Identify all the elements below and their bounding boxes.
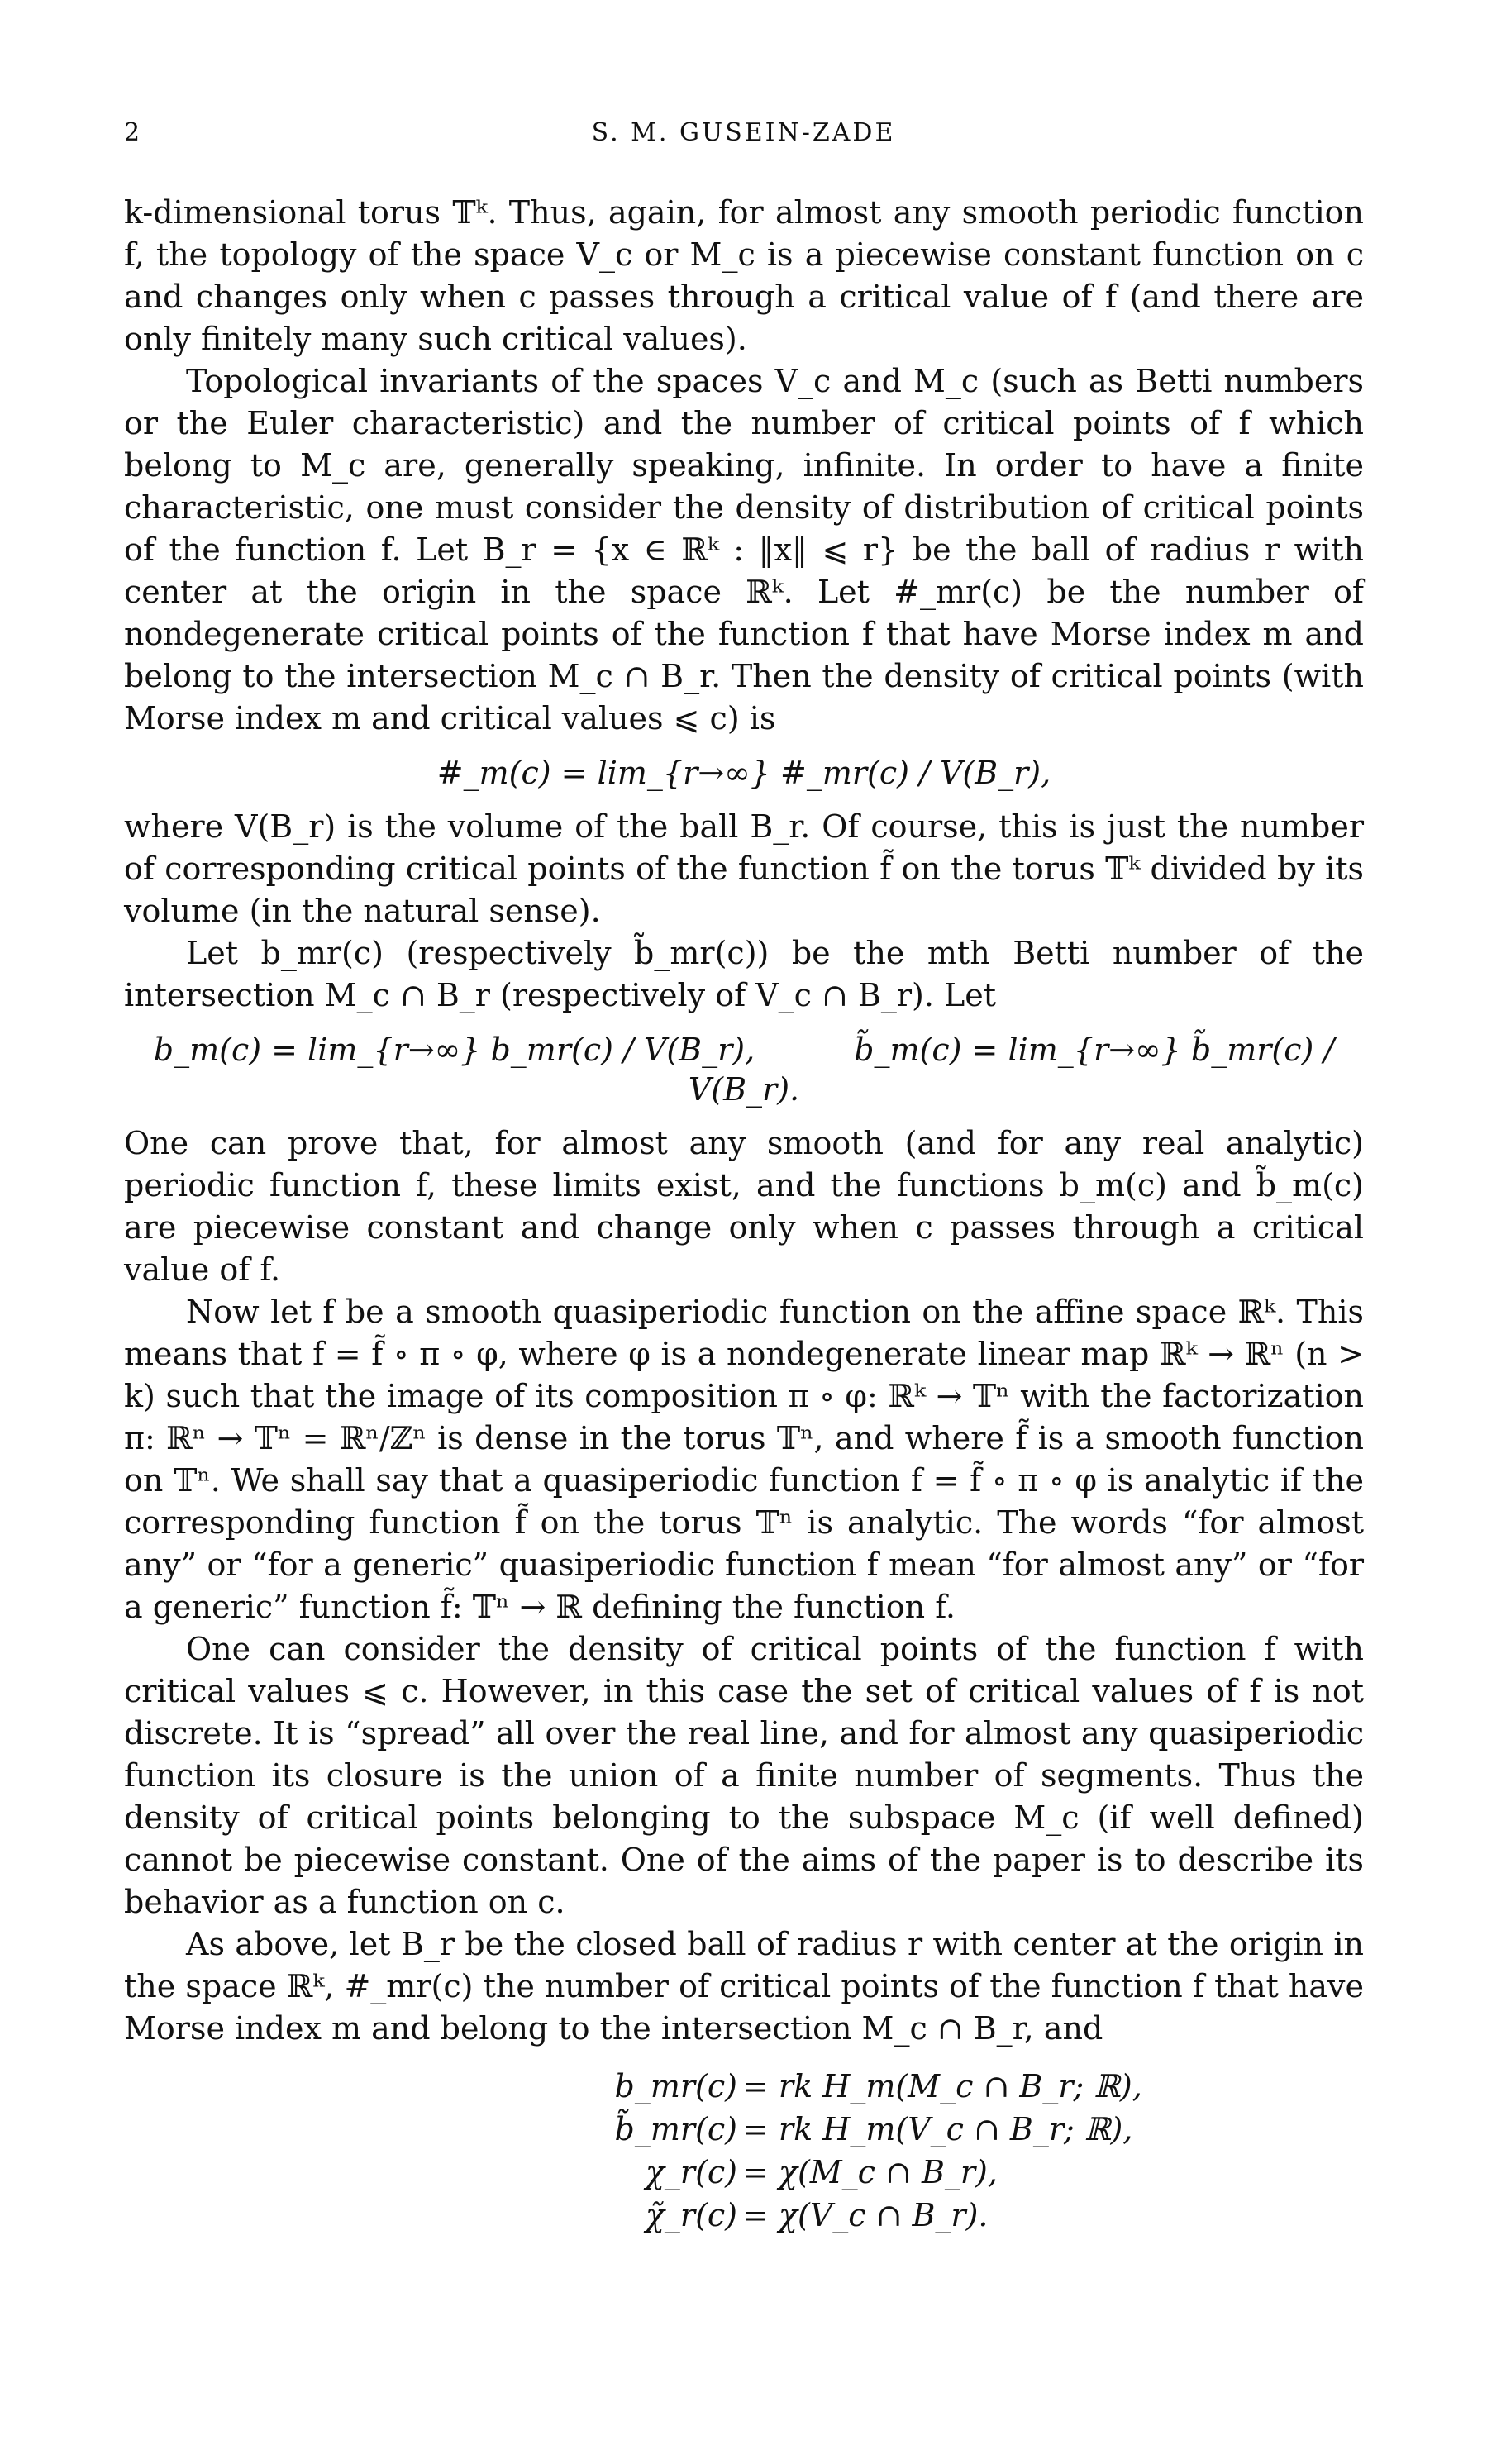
equation-lhs: b̃_mr(c) — [614, 2111, 737, 2147]
equation-row — [124, 2108, 1364, 2151]
equation-rhs: = χ(V_c ∩ B_r). — [742, 2197, 989, 2233]
paragraph: k-dimensional torus 𝕋ᵏ. Thus, again, for almost any smooth periodic function f, the topology of the space V_c or M_c is a piecewise constant function on c and changes only when c passes through a critical value of f (and there are only finitely many such critical values). — [124, 194, 1364, 357]
equation-lhs: b_mr(c) — [614, 2068, 737, 2104]
paragraph: Topological invariants of the spaces V_c and M_c (such as Betti numbers or the Euler characteristic) and the number of critical points of f which belong to M_c are, generally speaking, infinite. In order to have a finite characteristic, one must consider the density of distribution of critical points of the function f. Let B_r = {x ∈ ℝᵏ : ‖x‖ ⩽ r} be the ball of radius r with center at the origin in the space ℝᵏ. Let #_mr(c) be the number of nondegenerate critical points of the function f that have Morse index m and belong to the intersection M_c ∩ B_r. Then the density of critical points (with Morse index m and critical values ⩽ c) is — [124, 363, 1364, 736]
equation-row — [124, 2065, 1364, 2108]
equation-betti-left: b_m(c) = lim_{r→∞} b_mr(c) / V(B_r), — [153, 1032, 755, 1068]
equation-block — [124, 2065, 1364, 2237]
equation-rhs: = rk H_m(M_c ∩ B_r; ℝ), — [742, 2068, 1142, 2104]
paragraph: One can prove that, for almost any smooth (and for any real analytic) periodic function f, these limits exist, and the functions b_m(c) and b̃_m(c) are piecewise constant and change only when c passes through a critical value of f. — [124, 1125, 1364, 1288]
equation-betti-right: b̃_m(c) = lim_{r→∞} b̃_mr(c) / V(B_r). — [688, 1032, 1335, 1108]
paragraph: where V(B_r) is the volume of the ball B_r. Of course, this is just the number of corresponding critical points of the function f̃ on the torus 𝕋ᵏ divided by its volume (in the natural sense). — [124, 808, 1364, 929]
equation-rhs: = rk H_m(V_c ∩ B_r; ℝ), — [742, 2111, 1133, 2147]
equation-betti-limits — [124, 1030, 1364, 1109]
running-head: S. M. GUSEIN-ZADE — [591, 118, 896, 147]
equation-rhs: = χ(M_c ∩ B_r), — [742, 2154, 998, 2190]
paragraph: Now let f be a smooth quasiperiodic function on the affine space ℝᵏ. This means that f = f̃ ∘ π ∘ φ, where φ is a nondegenerate linear map ℝᵏ → ℝⁿ (n > k) such that the image of its composition π ∘ φ: ℝᵏ → 𝕋ⁿ with the factorization π: ℝⁿ → 𝕋ⁿ = ℝⁿ/ℤⁿ is dense in the torus 𝕋ⁿ, and where f̃ is a smooth function on 𝕋ⁿ. We shall say that a quasiperiodic function f = f̃ ∘ π ∘ φ is analytic if the corresponding function f̃ on the torus 𝕋ⁿ is analytic. The words “for almost any” or “for a generic” quasiperiodic function f mean “for almost any” or “for a generic” function f̃: 𝕋ⁿ → ℝ defining the function f. — [124, 1294, 1364, 1625]
equation-row — [124, 2194, 1364, 2237]
paragraph: One can consider the density of critical points of the function f with critical values ⩽ c. However, in this case the set of critical values of f is not discrete. It is “spread” all over the real line, and for almost any quasiperiodic function its closure is the union of a finite number of segments. Thus the density of critical points belonging to the subspace M_c (if well defined) cannot be piecewise constant. One of the aims of the paper is to describe its behavior as a function on c. — [124, 1631, 1364, 1920]
page-number: 2 — [124, 118, 141, 147]
page-body — [124, 192, 1364, 2237]
equation-lhs: χ̃_r(c) — [645, 2197, 737, 2233]
paragraph: Let b_mr(c) (respectively b̃_mr(c)) be the mth Betti number of the intersection M_c ∩ B_r (respectively of V_c ∩ B_r). Let — [124, 935, 1364, 1013]
equation-lhs: χ_r(c) — [645, 2154, 737, 2190]
paragraph: As above, let B_r be the closed ball of radius r with center at the origin in the space ℝᵏ, #_mr(c) the number of critical points of the function f that have Morse index m and belong to the intersection M_c ∩ B_r, and — [124, 1926, 1364, 2047]
equation-density: #_m(c) = lim_{r→∞} #_mr(c) / V(B_r), — [436, 755, 1051, 791]
equation-row — [124, 2151, 1364, 2194]
